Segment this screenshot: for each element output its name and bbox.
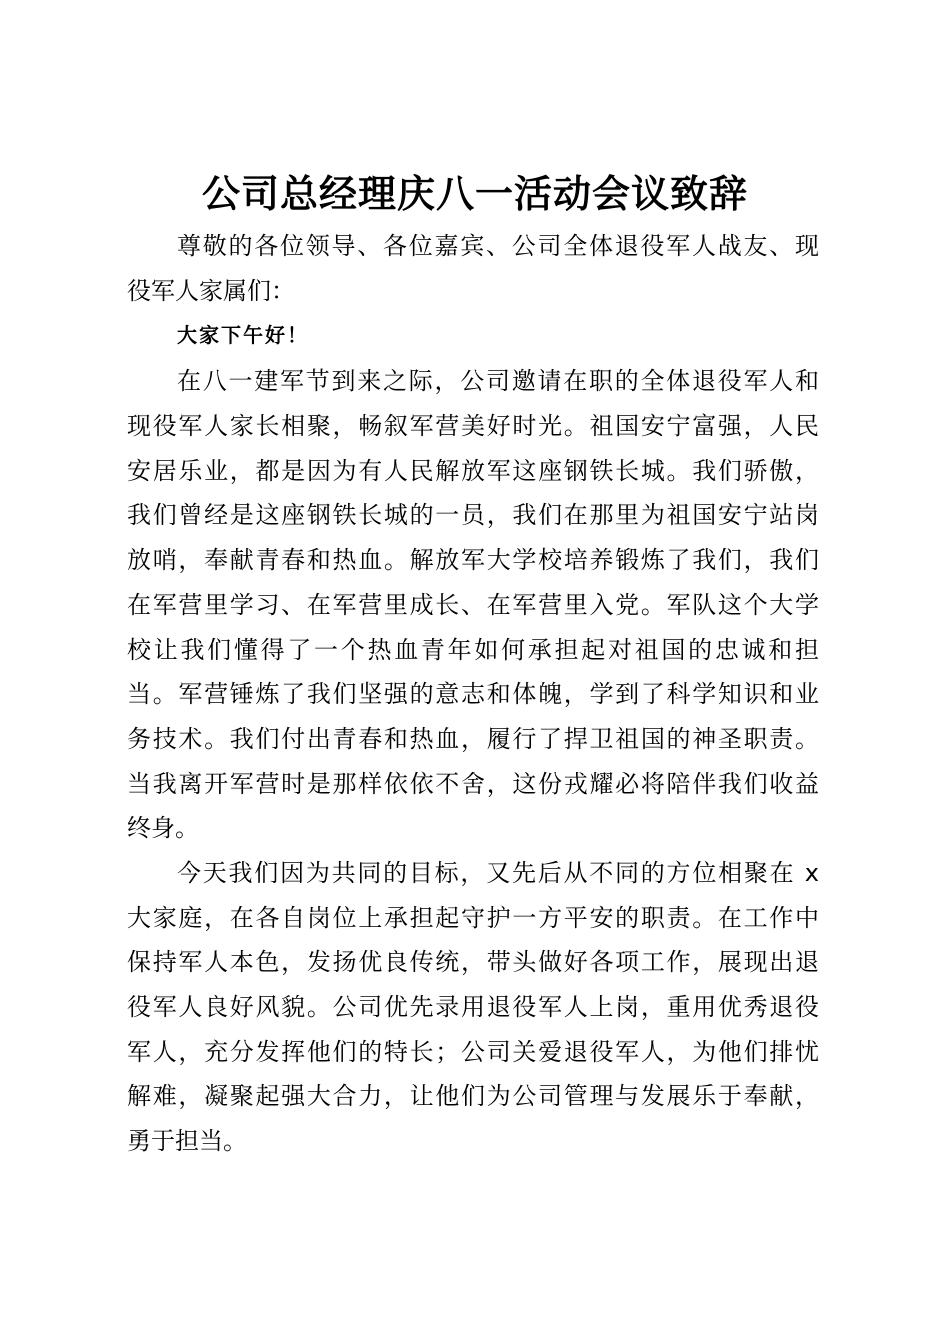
paragraph-line: 保持军人本色，发扬优良传统，带头做好各项工作，展现出退 <box>127 948 819 977</box>
paragraph-line: 当我离开军营时是那样依依不舍，这份戎耀必将陪伴我们收益 <box>127 769 819 798</box>
paragraph-line: 务技术。我们付出青春和热血，履行了捍卫祖国的神圣职责。 <box>127 724 819 753</box>
paragraph-line: 解难，凝聚起强大合力，让他们为公司管理与发展乐于奉献， <box>127 1082 819 1111</box>
paragraph-line: 役军人良好风貌。公司优先录用退役军人上岗，重用优秀退役 <box>127 993 819 1021</box>
paragraph-line: 勇于担当。 <box>127 1127 247 1156</box>
paragraph-line: 在八一建军节到来之际，公司邀请在职的全体退役军人和 <box>177 367 819 396</box>
paragraph-line: 当。军营锤炼了我们坚强的意志和体魄，学到了科学知识和业 <box>127 680 819 709</box>
paragraph-line: 校让我们懂得了一个热血青年如何承担起对祖国的忠诚和担 <box>127 635 819 664</box>
paragraph-line: 放哨，奉献青春和热血。解放军大学校培养锻炼了我们，我们 <box>127 546 819 575</box>
paragraph-1 <box>127 359 819 851</box>
paragraph-line: 军人，充分发挥他们的特长；公司关爱退役军人，为他们排忧 <box>127 1037 819 1066</box>
greeting-line: 大家下午好！ <box>177 323 309 348</box>
paragraph-line: 我们曾经是这座钢铁长城的一员，我们在那里为祖国安宁站岗 <box>127 501 819 530</box>
document-body <box>127 224 819 1164</box>
paragraph-line: 在军营里学习、在军营里成长、在军营里入党。军队这个大学 <box>127 590 819 619</box>
salutation-paragraph <box>127 224 819 313</box>
paragraph-line: 现役军人家长相聚，畅叙军营美好时光。祖国安宁富强，人民 <box>127 412 819 441</box>
salutation-line: 役军人家属们： <box>127 276 295 305</box>
document-title: 公司总经理庆八一活动会议致辞 <box>201 172 748 216</box>
paragraph-line: 今天我们因为共同的目标，又先后从不同的方位相聚在 x <box>177 858 819 887</box>
paragraph-line: 大家庭，在各自岗位上承担起守护一方平安的职责。在工作中 <box>127 903 819 932</box>
paragraph-line: 终身。 <box>127 814 199 843</box>
paragraph-2 <box>127 851 819 1164</box>
salutation-line: 尊敬的各位领导、各位嘉宾、公司全体退役军人战友、现 <box>177 232 819 260</box>
paragraph-line: 安居乐业，都是因为有人民解放军这座钢铁长城。我们骄傲， <box>127 456 819 485</box>
